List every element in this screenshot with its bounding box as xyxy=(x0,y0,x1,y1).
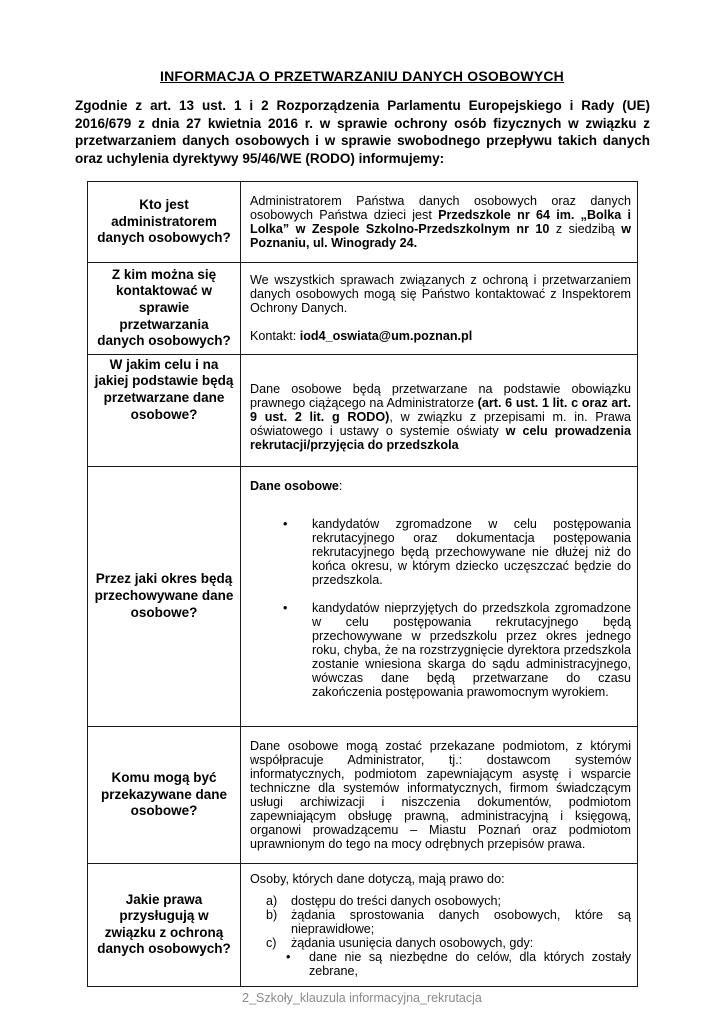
text-run: dane nie są niezbędne do celów, dla których zostały zebrane, xyxy=(309,949,631,978)
table-row xyxy=(88,863,638,986)
answer-cell xyxy=(241,863,638,986)
alpha-list-text xyxy=(291,894,501,908)
bold-text-run: Dane osobowe xyxy=(250,479,339,494)
answer-cell xyxy=(241,181,638,262)
table-row xyxy=(88,181,638,262)
alpha-list-label: b) xyxy=(266,907,278,922)
answer-paragraph xyxy=(250,479,631,493)
text-run: kandydatów nieprzyjętych do przedszkola zgromadzone w celu postępowania rekrutacyjnego będą przechowywane w przedszkolu przez okres jednego roku, chyba, że na rozstrzygnięcie dyrektora przedszkola zostanie wniesiona skarga do sądu administracyjnego, wówczas dane będą przetwarzane do czasu zakończenia postępowania prawomocnym wyrokiem. xyxy=(312,601,631,700)
answer-paragraph xyxy=(250,739,631,851)
alpha-list-label: c) xyxy=(266,935,277,950)
bullet-item xyxy=(250,601,631,699)
question-cell: Jakie prawa przysługują w związku z ochroną danych osobowych? xyxy=(88,863,241,986)
text-run: żądania sprostowania danych osobowych, które są nieprawidłowe; xyxy=(291,907,631,936)
info-table xyxy=(87,181,638,987)
bullet-list xyxy=(250,517,631,699)
answer-paragraph xyxy=(250,329,631,343)
bold-text-run: w celu prowadzenia rekrutacji/przyjęcia do przedszkola xyxy=(250,424,631,453)
text-run: kandydatów zgromadzone w celu postępowania rekrutacyjnego oraz dokumentacja postępowania rekrutacyjnego będą przechowywane nie dłużej niż do końca okresu, w którym dziecko uczęszczać będzie do przedszkola. xyxy=(312,517,631,588)
bold-text-run: iod4_oswiata@um.poznan.pl xyxy=(299,329,473,344)
table-row xyxy=(88,354,638,466)
answer-cell xyxy=(241,262,638,354)
blank-line xyxy=(250,315,631,329)
alpha-list-text xyxy=(291,908,631,936)
text-run: Kontakt: xyxy=(250,329,300,344)
footer-text: 2_Szkoły_klauzula informacyjna_rekrutacja xyxy=(242,990,482,1005)
alpha-list xyxy=(250,894,631,978)
alpha-list-item xyxy=(250,894,631,908)
text-run: Dane osobowe będą przetwarzane na podstawie obowiązku prawnego ciążącego na Administratorze xyxy=(250,382,631,411)
bullet-item xyxy=(250,517,631,587)
answer-cell xyxy=(241,726,638,863)
alpha-list-item xyxy=(250,936,631,950)
text-run: Osoby, których dane dotyczą, mają prawo do: xyxy=(250,871,505,886)
answer-paragraph xyxy=(250,273,631,315)
answer-paragraph xyxy=(250,194,631,250)
text-run: dostępu do treści danych osobowych; xyxy=(291,893,502,908)
answer-paragraph xyxy=(250,872,631,886)
text-run: : xyxy=(338,479,343,494)
table-row xyxy=(88,726,638,863)
bold-text-run: w Poznaniu, ul. Winogrady 24. xyxy=(250,221,631,250)
info-table-body xyxy=(88,181,638,986)
alpha-list-label: a) xyxy=(266,893,278,908)
question-cell: Z kim można się kontaktować w sprawie przetwarzania danych osobowych? xyxy=(88,262,241,354)
question-cell: Kto jest administratorem danych osobowych? xyxy=(88,181,241,262)
alpha-list-text xyxy=(291,936,533,950)
alpha-list-item xyxy=(250,908,631,936)
text-run: z siedzibą xyxy=(549,221,622,236)
answer-paragraph xyxy=(250,382,631,452)
bold-text-run: Przedszkole nr 64 im. „Bolka i Lolka” w Zespole Szkolno-Przedszkolnym nr 10 xyxy=(250,207,631,236)
text-run: Dane osobowe mogą zostać przekazane podmiotom, z którymi współpracuje Administrator, tj.: dostawcom systemów informatycznych, podmiotom zapewniającym asystę i wsparcie techniczne dla systemów informatycznych, firmom świadczącym usługi archiwizacji i niszczenia dokumentów, podmiotom zapewniającym obsługę prawną, administracyjną i księgową, organowi prowadzącemu – Miastu Poznań oraz podmiotom uprawnionym do tego na mocy odrębnych przepisów prawa. xyxy=(250,738,631,851)
question-cell: Przez jaki okres będą przechowywane dane osobowe? xyxy=(88,466,241,726)
sub-bullet-item xyxy=(250,950,631,978)
text-run: Administratorem Państwa danych osobowych oraz danych osobowych Państwa dzieci jest xyxy=(250,193,631,222)
text-run: We wszystkich sprawach związanych z ochroną i przetwarzaniem danych osobowych mogą się Państwo kontaktować z Inspektorem Ochrony Danych. xyxy=(250,273,631,316)
blank-line xyxy=(250,368,631,382)
question-cell: Komu mogą być przekazywane dane osobowe? xyxy=(88,726,241,863)
blank-line xyxy=(250,493,631,507)
answer-cell xyxy=(241,354,638,466)
sub-bullet-list xyxy=(250,950,631,978)
page-title: INFORMACJA O PRZETWARZANIU DANYCH OSOBOWYCH xyxy=(160,68,564,84)
bold-text-run: (art. 6 ust. 1 lit. c oraz art. 9 ust. 2 lit. g RODO) xyxy=(250,396,631,425)
text-run: , w związku z przepisami m. in. Prawa oświatowego i ustawy o systemie oświaty xyxy=(250,410,631,439)
table-row xyxy=(88,466,638,726)
table-row xyxy=(88,262,638,354)
answer-cell xyxy=(241,466,638,726)
text-run: żądania usunięcia danych osobowych, gdy: xyxy=(291,935,534,950)
question-cell: W jakim celu i na jakiej podstawie będą przetwarzane dane osobowe? xyxy=(88,354,241,466)
intro-paragraph: Zgodnie z art. 13 ust. 1 i 2 Rozporządzenia Parlamentu Europejskiego i Rady (UE) 2016/679 z dnia 27 kwietnia 2016 r. w sprawie ochrony osób fizycznych w związku z przetwarzaniem danych osobowych i w sprawie swobodnego przepływu takich danych oraz uchylenia dyrektywy 95/46/WE (RODO) informujemy: xyxy=(75,98,650,167)
